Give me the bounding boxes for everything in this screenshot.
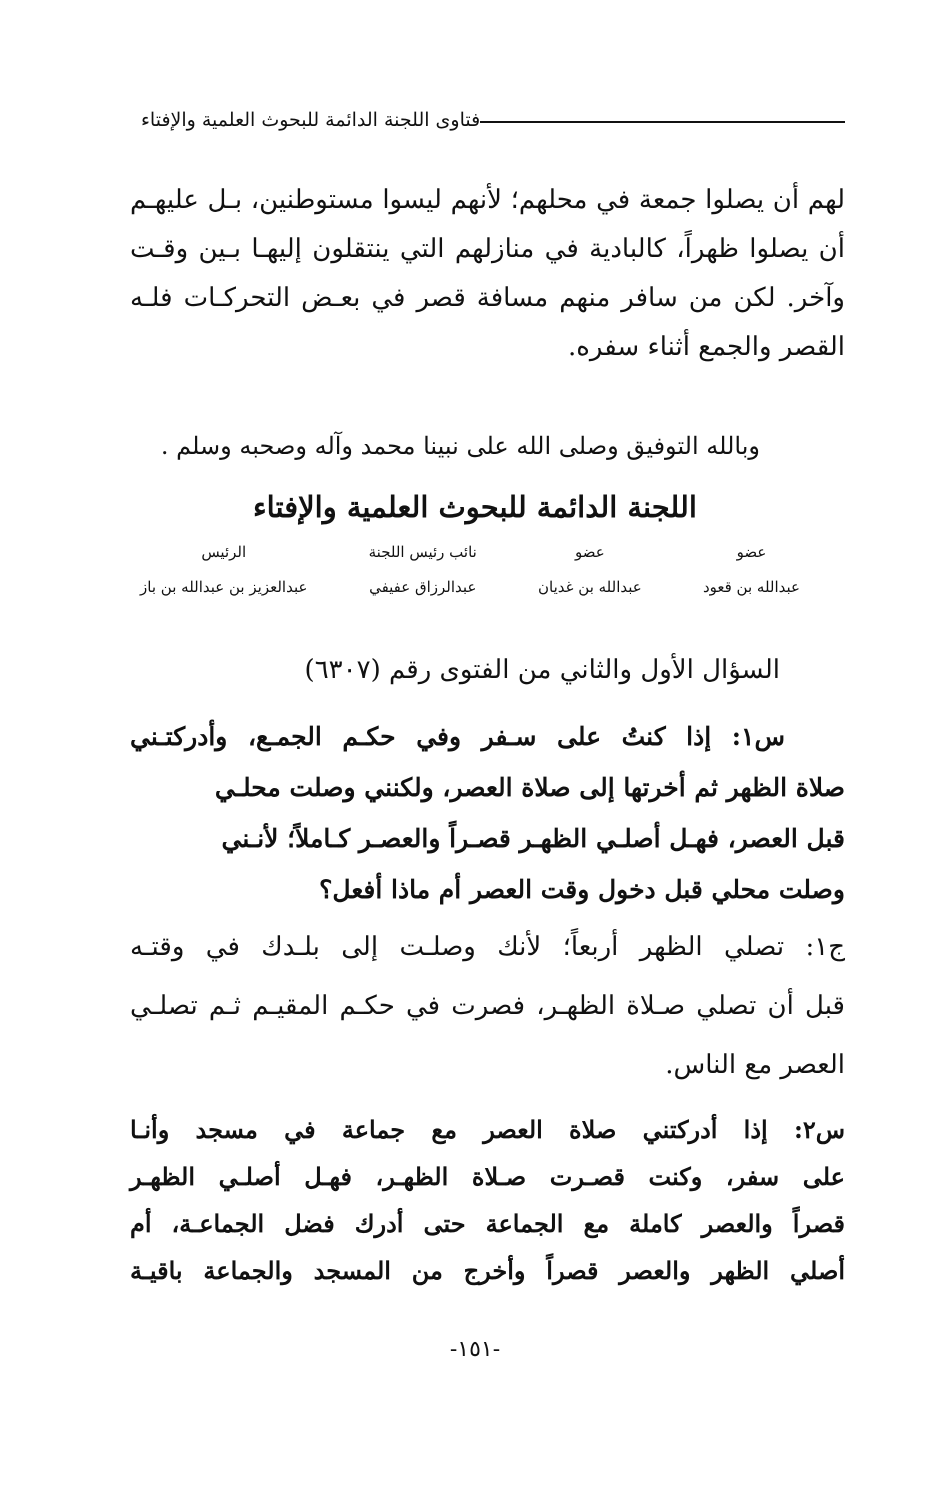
fatwa-heading: السؤال الأول والثاني من الفتوى رقم (٦٣٠٧) [304,655,780,685]
question-line: صلاة الظهر ثم أخرتها إلى صلاة العصر، ولكنني وصلت محلـي [214,773,845,802]
committee-title: اللجنة الدائمة للبحوث العلمية والإفتاء [253,490,697,524]
header-rule [480,121,845,123]
signatory-name: عبدالعزيز بن عبدالله بن باز [140,578,308,596]
question-line: أصلي الظهر والعصر قصراً وأخرج من المسجد والجماعة باقيـة [130,1256,845,1285]
signatory-name: عبدالرزاق عفيفي [369,578,477,596]
signatory-name: عبدالله بن قعود [702,578,800,596]
page-number: -١٥١- [449,1337,501,1362]
question-line: س١: إذا كنتُ على سـفر وفي حكـم الجمـع، وأدركتـني [130,722,785,751]
signatory-role: نائب رئيس اللجنة [368,543,477,561]
closing-formula: وبالله التوفيق وصلى الله على نبينا محمد وآله وصحبه وسلم . [160,432,760,460]
paragraph-line: القصر والجمع أثناء سفره. [568,332,845,362]
question-line: قبل العصر، فهـل أصلـي الظهـر قصـراً والعصـر كـاملاً؛ لأنـني [221,824,845,853]
answer-line: قبل أن تصلي صـلاة الظهـر، فصرت في حكـم المقيـم ثـم تصلـي [130,991,845,1021]
question-line: على سفر، وكنت قصـرت صـلاة الظهـر، فهـل أصلـي الظهـر [130,1162,845,1191]
signatory-role: الرئيس [201,543,247,561]
question-line: قصراً والعصر كاملة مع الجماعة حتى أدرك فضل الجماعـة، أم [130,1209,845,1238]
signatory [538,540,642,610]
running-header [135,100,845,140]
paragraph-line: أن يصلوا ظهراً، كالبادية في منازلهم التي ينتقلون إليهـا بـين وقـت [130,234,845,264]
question-line: س٢: إذا أدركتني صلاة العصر مع جماعة في مسجد وأنـا [130,1115,845,1144]
running-header-title: فتاوى اللجنة الدائمة للبحوث العلمية والإفتاء [141,109,481,131]
signatory [369,540,477,610]
paragraph-line: لهم أن يصلوا جمعة في محلهم؛ لأنهم ليسوا مستوطنين، بـل عليهـم [130,185,845,215]
signatory-name: عبدالله بن غديان [538,578,642,596]
signatory-role: عضو [736,543,767,561]
question-1 [130,711,845,915]
answer-line: ج١: تصلي الظهر أربعاً؛ لأنك وصلـت إلى بلـدك في وقتـه [130,932,845,962]
question-2 [130,1106,845,1294]
signatories [140,540,800,610]
signatory [703,540,800,610]
paragraph-continuation [130,176,845,372]
answer-1 [130,918,845,1095]
signatory [140,540,307,610]
answer-line: العصر مع الناس. [665,1050,845,1080]
paragraph-line: وآخر. لكن من سافر منهم مسافة قصر في بعـض التحركـات فلـه [130,283,845,313]
question-line: وصلت محلي قبل دخول وقت العصر أم ماذا أفعل؟ [319,875,845,904]
signatory-role: عضو [575,543,605,561]
